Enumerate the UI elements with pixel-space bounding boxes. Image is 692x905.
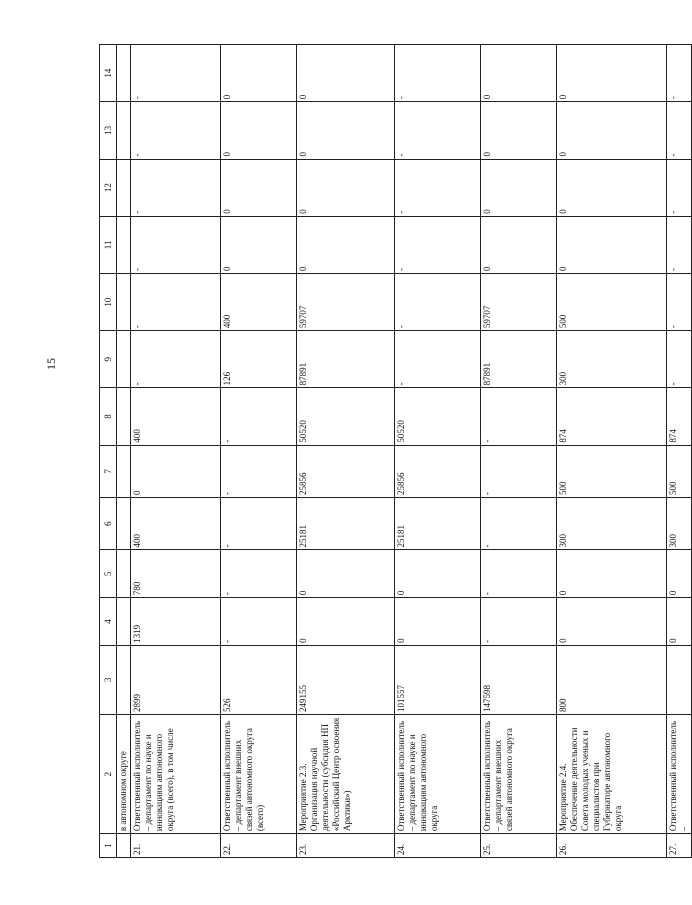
value-cell <box>117 388 131 445</box>
value-cell: 0 <box>557 550 667 598</box>
value-cell: - <box>395 102 481 159</box>
row-number-cell: 21. <box>131 834 221 858</box>
value-cell: - <box>667 273 692 330</box>
value-cell: 87891 <box>481 331 557 388</box>
value-cell: - <box>667 102 692 159</box>
header-cell: 8 <box>100 388 117 445</box>
row-label-cell: Мероприятие 2.3. Организация научной деятельности (субсидия НП «Российский Центр освоения Арктики») <box>297 714 395 833</box>
value-cell: 300 <box>557 331 667 388</box>
value-cell <box>117 645 131 714</box>
value-cell <box>117 216 131 273</box>
value-cell: 0 <box>481 45 557 102</box>
row-number-cell: 23. <box>297 834 395 858</box>
value-cell: 59707 <box>481 273 557 330</box>
value-cell: 800 <box>557 645 667 714</box>
value-cell: 0 <box>557 216 667 273</box>
row-label-cell: Ответственный исполнитель – <box>667 714 692 833</box>
value-cell: 25856 <box>395 445 481 497</box>
value-cell: 0 <box>131 445 221 497</box>
value-cell: 300 <box>667 498 692 550</box>
value-cell: 526 <box>221 645 297 714</box>
value-cell: 0 <box>395 598 481 646</box>
header-cell: 12 <box>100 159 117 216</box>
value-cell: 101557 <box>395 645 481 714</box>
value-cell: 126 <box>221 331 297 388</box>
table-row <box>557 45 667 858</box>
value-cell: 0 <box>481 216 557 273</box>
row-label-cell: Ответственный исполнитель – департамент внешних связей автономного округа (всего) <box>221 714 297 833</box>
value-cell: 0 <box>667 598 692 646</box>
header-cell: 9 <box>100 331 117 388</box>
value-cell: 0 <box>221 102 297 159</box>
table-body <box>117 45 692 858</box>
value-cell: - <box>395 159 481 216</box>
table-row <box>297 45 395 858</box>
header-cell: 1 <box>100 834 117 858</box>
value-cell: 0 <box>557 159 667 216</box>
row-label-cell: Ответственный исполнитель – департамент по науке и инновациям автономного округа <box>395 714 481 833</box>
value-cell <box>117 498 131 550</box>
header-cell: 2 <box>100 714 117 833</box>
value-cell: 0 <box>557 45 667 102</box>
value-cell: - <box>481 445 557 497</box>
value-cell: 0 <box>481 102 557 159</box>
value-cell: 25181 <box>395 498 481 550</box>
value-cell <box>117 159 131 216</box>
value-cell <box>117 102 131 159</box>
value-cell: - <box>221 598 297 646</box>
value-cell: - <box>131 273 221 330</box>
value-cell: - <box>481 388 557 445</box>
value-cell <box>117 331 131 388</box>
value-cell: - <box>221 388 297 445</box>
table-row <box>667 45 692 858</box>
value-cell: - <box>131 216 221 273</box>
value-cell: - <box>395 331 481 388</box>
value-cell: 500 <box>557 445 667 497</box>
value-cell: 0 <box>297 45 395 102</box>
value-cell: - <box>481 498 557 550</box>
value-cell: - <box>395 216 481 273</box>
value-cell: 0 <box>667 550 692 598</box>
table-row <box>395 45 481 858</box>
value-cell: 0 <box>297 159 395 216</box>
value-cell: 780 <box>131 550 221 598</box>
value-cell: - <box>221 498 297 550</box>
value-cell: 400 <box>221 273 297 330</box>
header-cell: 4 <box>100 598 117 646</box>
row-number-cell: 24. <box>395 834 481 858</box>
value-cell: - <box>481 550 557 598</box>
value-cell: 874 <box>557 388 667 445</box>
value-cell: - <box>131 45 221 102</box>
value-cell: 59707 <box>297 273 395 330</box>
value-cell <box>117 550 131 598</box>
value-cell: 25856 <box>297 445 395 497</box>
value-cell: 0 <box>221 159 297 216</box>
value-cell: 0 <box>297 598 395 646</box>
value-cell: 874 <box>667 388 692 445</box>
header-cell: 3 <box>100 645 117 714</box>
header-cell: 5 <box>100 550 117 598</box>
value-cell: - <box>221 550 297 598</box>
value-cell: 400 <box>131 498 221 550</box>
rotated-table-wrapper <box>99 44 692 858</box>
value-cell: 0 <box>297 216 395 273</box>
table-row <box>481 45 557 858</box>
table-row <box>131 45 221 858</box>
row-number-cell: 25. <box>481 834 557 858</box>
header-cell: 7 <box>100 445 117 497</box>
value-cell: 0 <box>297 550 395 598</box>
value-cell: 1319 <box>131 598 221 646</box>
table-row <box>221 45 297 858</box>
value-cell <box>117 445 131 497</box>
header-cell: 11 <box>100 216 117 273</box>
value-cell: - <box>667 159 692 216</box>
value-cell: - <box>667 216 692 273</box>
budget-table <box>99 44 692 858</box>
value-cell: - <box>481 598 557 646</box>
value-cell: 0 <box>221 216 297 273</box>
table-row <box>117 45 131 858</box>
value-cell: - <box>667 45 692 102</box>
header-cell: 10 <box>100 273 117 330</box>
value-cell <box>117 598 131 646</box>
row-number-cell: 22. <box>221 834 297 858</box>
value-cell: 0 <box>221 45 297 102</box>
value-cell: 0 <box>557 102 667 159</box>
value-cell: - <box>131 159 221 216</box>
value-cell: 0 <box>557 598 667 646</box>
value-cell: 25181 <box>297 498 395 550</box>
row-number-cell <box>117 834 131 858</box>
header-cell: 14 <box>100 45 117 102</box>
row-label-cell: в автономном округе <box>117 714 131 833</box>
value-cell: 500 <box>667 445 692 497</box>
value-cell <box>117 273 131 330</box>
row-number-cell: 27. <box>667 834 692 858</box>
header-row <box>100 45 117 858</box>
value-cell: - <box>131 331 221 388</box>
value-cell: - <box>667 331 692 388</box>
value-cell: 249155 <box>297 645 395 714</box>
value-cell: - <box>131 102 221 159</box>
value-cell: 2899 <box>131 645 221 714</box>
value-cell: 0 <box>395 550 481 598</box>
row-number-cell: 26. <box>557 834 667 858</box>
value-cell: 300 <box>557 498 667 550</box>
value-cell: - <box>395 45 481 102</box>
value-cell <box>117 45 131 102</box>
row-label-cell: Ответственный исполнитель – департамент внешних связей автономного округа <box>481 714 557 833</box>
value-cell: 50520 <box>297 388 395 445</box>
header-cell: 13 <box>100 102 117 159</box>
header-cell: 6 <box>100 498 117 550</box>
value-cell: 87891 <box>297 331 395 388</box>
value-cell: - <box>395 273 481 330</box>
value-cell: 147598 <box>481 645 557 714</box>
value-cell: 400 <box>131 388 221 445</box>
value-cell: 0 <box>297 102 395 159</box>
value-cell: 500 <box>557 273 667 330</box>
row-label-cell: Мероприятие 2.4. Обеспечение деятельности Совета молодых ученых и специалистов при Губернаторе автономного округа <box>557 714 667 833</box>
row-label-cell: Ответственный исполнитель – департамент по науке и инновациям автономного округа (всего), в том числе <box>131 714 221 833</box>
value-cell: 50520 <box>395 388 481 445</box>
page-number: 15 <box>44 358 58 370</box>
value-cell: 0 <box>481 159 557 216</box>
value-cell: - <box>221 445 297 497</box>
value-cell <box>667 645 692 714</box>
